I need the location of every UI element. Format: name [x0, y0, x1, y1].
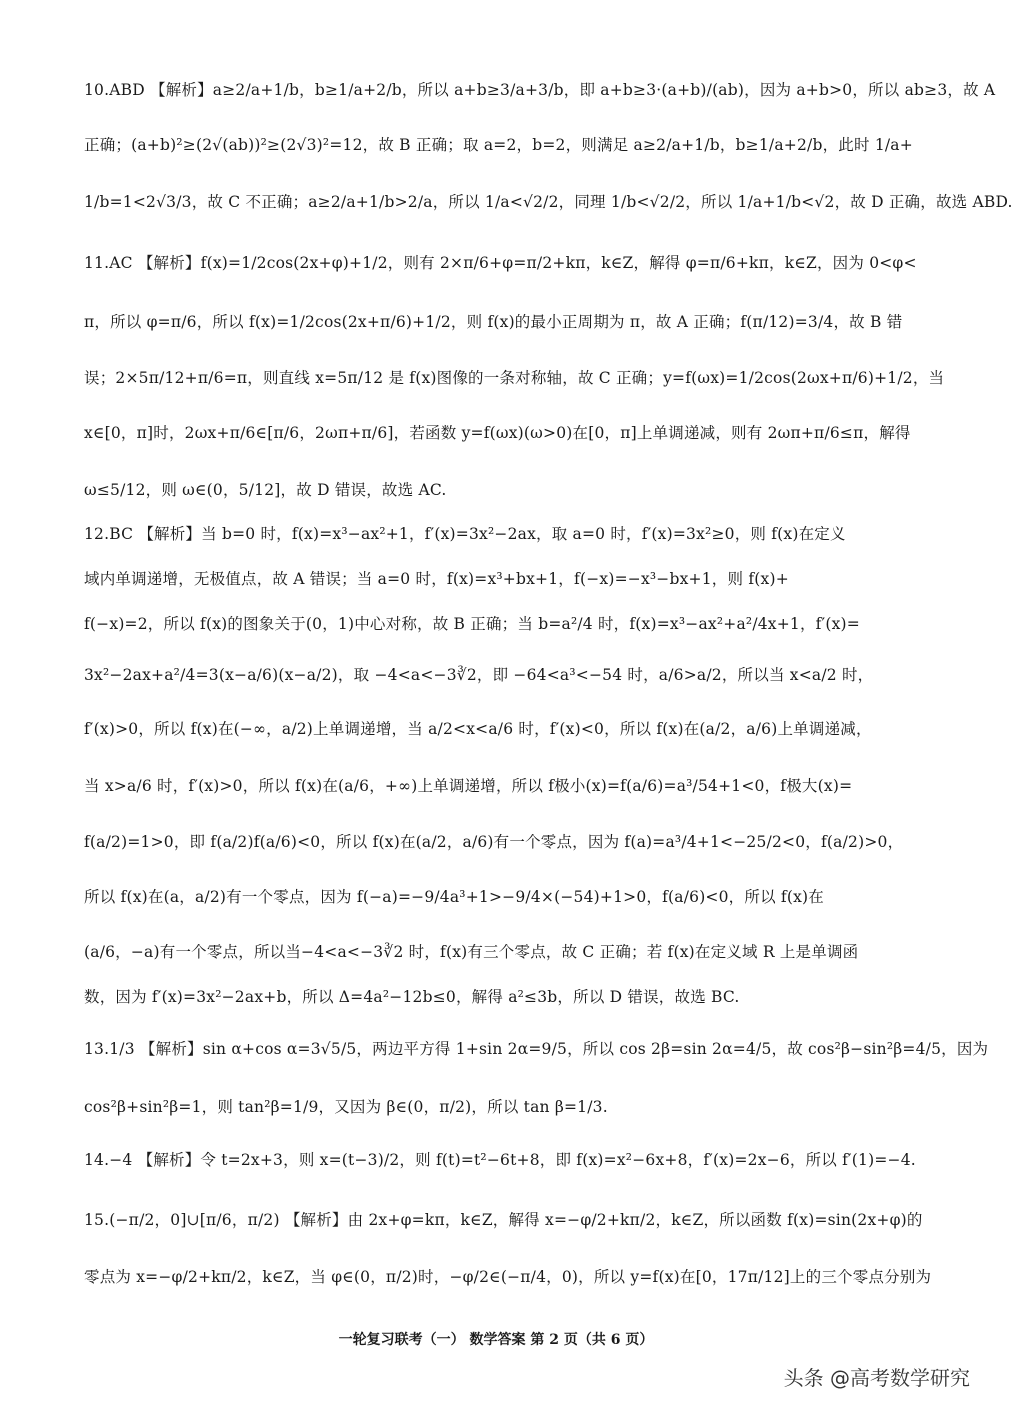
solution-15-line-1: 15.(−π/2，0]∪[π/6，π/2) 【解析】由 2x+φ=kπ，k∈Z，解得 x=−φ/2+kπ/2，k∈Z，所以函数 f(x)=sin(2x+φ)的	[84, 1211, 923, 1229]
solution-12-line-2: 域内单调递增，无极值点，故 A 错误；当 a=0 时，f(x)=x³+bx+1，f(−x)=−x³−bx+1，则 f(x)+	[84, 570, 789, 588]
solution-11-line-4: x∈[0，π]时，2ωx+π/6∈[π/6，2ωπ+π/6]，若函数 y=f(ωx)(ω>0)在[0，π]上单调递减，则有 2ωπ+π/6≤π，解得	[84, 424, 911, 442]
solution-12-line-6: 当 x>a/6 时，f′(x)>0，所以 f(x)在(a/6，+∞)上单调递增，所以 f极小(x)=f(a/6)=a³/54+1<0，f极大(x)=	[84, 777, 853, 795]
solution-12-line-8: 所以 f(x)在(a，a/2)有一个零点，因为 f(−a)=−9/4a³+1>−9/4×(−54)+1>0，f(a/6)<0，所以 f(x)在	[84, 888, 824, 906]
solution-11-line-1: 11.AC 【解析】f(x)=1/2cos(2x+φ)+1/2，则有 2×π/6+φ=π/2+kπ，k∈Z，解得 φ=π/6+kπ，k∈Z，因为 0<φ<	[84, 254, 917, 272]
solution-11-line-5: ω≤5/12，则 ω∈(0，5/12]，故 D 错误，故选 AC.	[84, 481, 447, 499]
solution-12-line-7: f(a/2)=1>0，即 f(a/2)f(a/6)<0，所以 f(x)在(a/2，a/6)有一个零点，因为 f(a)=a³/4+1<−25/2<0，f(a/2)>0，	[84, 833, 904, 851]
solution-15-line-2: 零点为 x=−φ/2+kπ/2，k∈Z，当 φ∈(0，π/2)时，−φ/2∈(−π/4，0)，所以 y=f(x)在[0，17π/12]上的三个零点分别为	[84, 1268, 932, 1286]
watermark: 头条 @高考数学研究	[783, 1366, 970, 1390]
solution-14-line-1: 14.−4 【解析】令 t=2x+3，则 x=(t−3)/2，则 f(t)=t²−6t+8，即 f(x)=x²−6x+8，f′(x)=2x−6，所以 f′(1)=−4.	[84, 1151, 916, 1169]
solution-11-line-2: π，所以 φ=π/6，所以 f(x)=1/2cos(2x+π/6)+1/2，则 f(x)的最小正周期为 π，故 A 正确；f(π/12)=3/4，故 B 错	[84, 313, 903, 331]
solution-12-line-1: 12.BC 【解析】当 b=0 时，f(x)=x³−ax²+1，f′(x)=3x²−2ax，取 a=0 时，f′(x)=3x²≥0，则 f(x)在定义	[84, 525, 846, 543]
solution-10-line-1: 10.ABD 【解析】a≥2/a+1/b，b≥1/a+2/b，所以 a+b≥3/a+3/b，即 a+b≥3·(a+b)/(ab)，因为 a+b>0，所以 ab≥3，故 A	[84, 81, 996, 99]
solution-12-line-9: (a/6，−a)有一个零点，所以当−4<a<−3∛2 时，f(x)有三个零点，故 C 正确；若 f(x)在定义域 R 上是单调函	[84, 943, 859, 961]
solution-12-line-5: f′(x)>0，所以 f(x)在(−∞，a/2)上单调递增，当 a/2<x<a/6 时，f′(x)<0，所以 f(x)在(a/2，a/6)上单调递减，	[84, 720, 872, 738]
solution-12-line-10: 数，因为 f′(x)=3x²−2ax+b，所以 Δ=4a²−12b≤0，解得 a²≤3b，所以 D 错误，故选 BC.	[84, 988, 740, 1006]
solution-10-line-3: 1/b=1<2√3/3，故 C 不正确；a≥2/a+1/b>2/a，所以 1/a<√2/2，同理 1/b<√2/2，所以 1/a+1/b<√2，故 D 正确，故选 ABD.	[84, 193, 1013, 211]
solution-12-line-4: 3x²−2ax+a²/4=3(x−a/6)(x−a/2)，取 −4<a<−3∛2，即 −64<a³<−54 时，a/6>a/2，所以当 x<a/2 时，	[84, 666, 874, 684]
solution-10-line-2: 正确；(a+b)²≥(2√(ab))²≥(2√3)²=12，故 B 正确；取 a=2，b=2，则满足 a≥2/a+1/b，b≥1/a+2/b，此时 1/a+	[84, 136, 913, 154]
solution-13-line-2: cos²β+sin²β=1，则 tan²β=1/9，又因为 β∈(0，π/2)，所以 tan β=1/3.	[84, 1098, 608, 1116]
page-footer: 一轮复习联考（一） 数学答案 第 2 页（共 6 页）	[338, 1332, 654, 1348]
solution-13-line-1: 13.1/3 【解析】sin α+cos α=3√5/5，两边平方得 1+sin 2α=9/5，所以 cos 2β=sin 2α=4/5，故 cos²β−sin²β=4/5，因为	[84, 1040, 989, 1058]
solution-11-line-3: 误；2×5π/12+π/6=π，则直线 x=5π/12 是 f(x)图像的一条对称轴，故 C 正确；y=f(ωx)=1/2cos(2ωx+π/6)+1/2，当	[84, 369, 945, 387]
solution-12-line-3: f(−x)=2，所以 f(x)的图象关于(0，1)中心对称，故 B 正确；当 b=a²/4 时，f(x)=x³−ax²+a²/4x+1，f′(x)=	[84, 615, 860, 633]
